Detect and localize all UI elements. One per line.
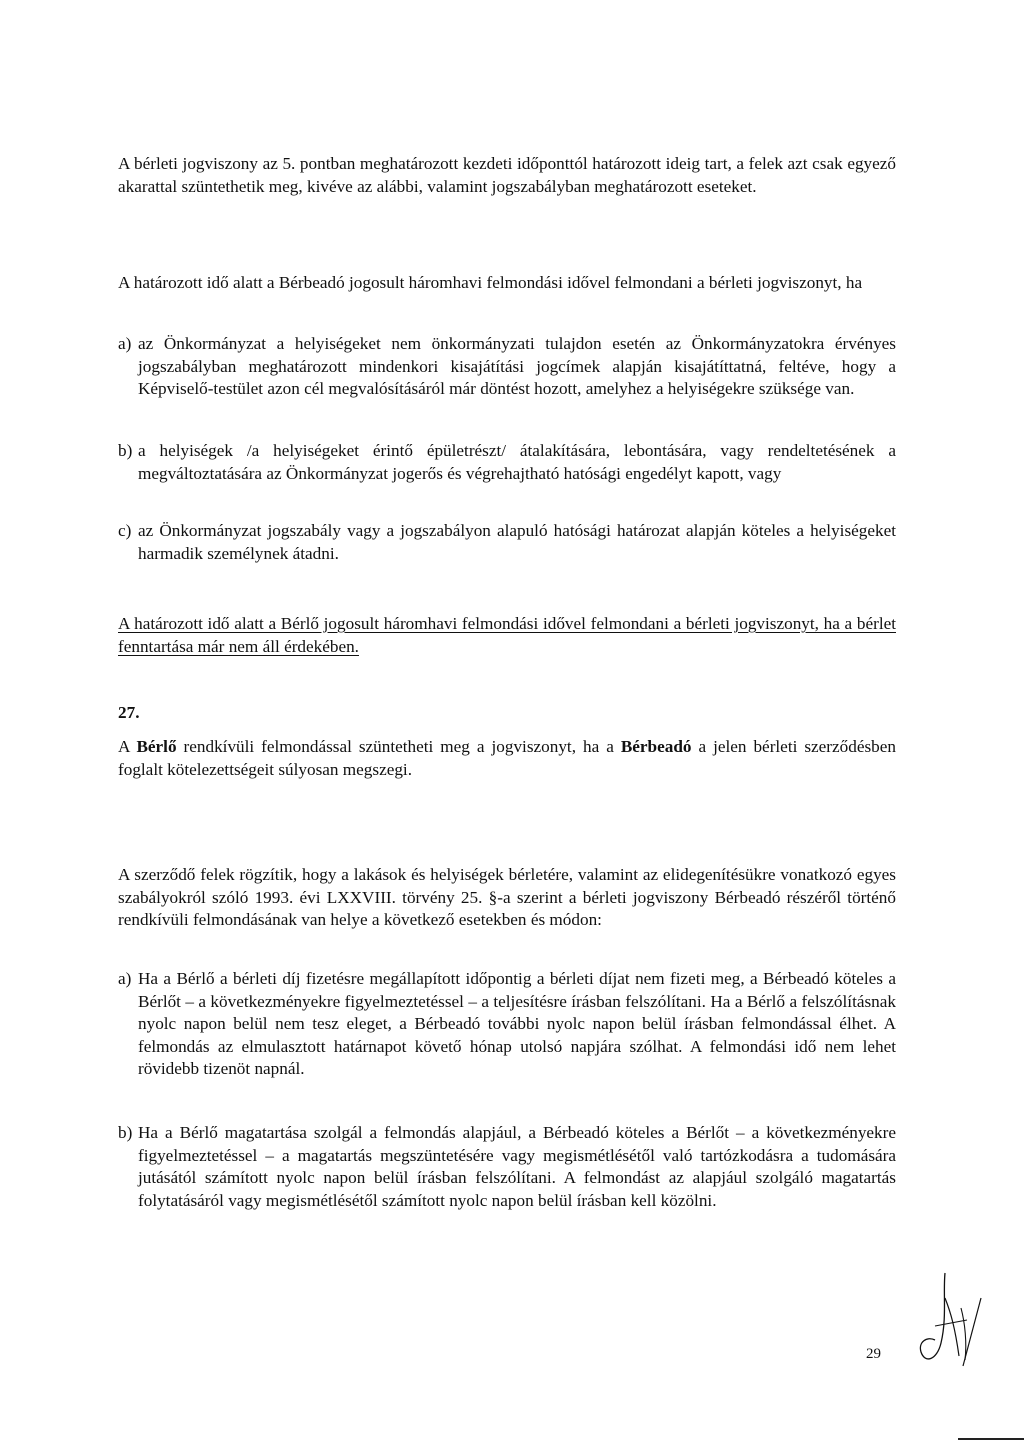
list-item	[118, 1122, 896, 1212]
list-item-text: a helyiségek /a helyiségeket érintő épületrészt/ átalakítására, lebontására, vagy rendeltetésének a megváltoztatására az Önkormányzat jogerős és végrehajtható hatósági engedélyt kapott, vagy	[138, 441, 896, 483]
list-item	[118, 968, 896, 1081]
page-number: 29	[866, 1346, 881, 1362]
list-item-label: b)	[118, 1123, 133, 1142]
list-item-text: az Önkormányzat jogszabály vagy a jogszabályon alapuló hatósági határozat alapján köteles a helyiségeket harmadik személynek átadni.	[138, 521, 896, 563]
paragraph-lessor-termination: A határozott idő alatt a Bérbeadó jogosult háromhavi felmondási idővel felmondani a bérleti jogviszonyt, ha	[118, 273, 863, 292]
bottom-rule	[958, 1438, 1024, 1440]
paragraph-law-reference: A szerződő felek rögzítik, hogy a lakások és helyiségek bérletére, valamint az elidegenítésükre vonatkozó egyes szabályokról szóló 1993. évi LXXVIII. törvény 25. §-a szerint a bérleti jogviszony Bérbeadó részéről történő rendkívüli felmondásának van helye a következő esetekben és módon:	[118, 865, 896, 929]
list-item-text: az Önkormányzat a helyiségeket nem önkormányzati tulajdon esetén az Önkormányzatokra érvényes jogszabályban meghatározott mindenkori kisajátítási jogcímek alapján kisajátíttatná, feltéve, hogy a Képviselő-testület azon cél megvalósításáról már döntést hozott, amelyhez a helyiségekre szüksége van.	[138, 334, 896, 398]
list-item-label: a)	[118, 969, 132, 988]
list-item-text: Ha a Bérlő magatartása szolgál a felmondás alapjául, a Bérbeadó köteles a Bérlőt – a következményekre figyelmeztetéssel – a magatartás megszüntetésére vagy megismétlésétől való tartózkodásra a tudomására jutásától számított nyolc napon belül írásban felszólítani. A felmondást az alapjául szolgáló magatartás folytatásáról vagy megismétlésétől számított nyolc napon belül írásban kell közölni.	[138, 1123, 896, 1210]
list-item	[118, 333, 896, 401]
paragraph-lease-term: A bérleti jogviszony az 5. pontban meghatározott kezdeti időponttól határozott ideig tart, a felek azt csak egyező akarattal szüntethetik meg, kivéve az alábbi, valamint jogszabályban meghatározott eseteket.	[118, 154, 896, 196]
list-item-label: b)	[118, 441, 133, 460]
paragraph-extraordinary-termination: A Bérlő rendkívüli felmondással szüntetheti meg a jogviszonyt, ha a Bérbeadó a jelen bérleti szerződésben foglalt kötelezettségeit súlyosan megszegi.	[118, 737, 896, 779]
section-number: 27.	[118, 703, 140, 722]
list-item	[118, 520, 896, 565]
list-item-label: c)	[118, 521, 132, 540]
paragraph-lessee-termination: A határozott idő alatt a Bérlő jogosult háromhavi felmondási idővel felmondani a bérleti jogviszonyt, ha a bérlet fenntartása már nem áll érdekében.	[118, 614, 896, 656]
list-item-label: a)	[118, 334, 132, 353]
signature-icon	[915, 1268, 985, 1378]
list-item	[118, 440, 896, 485]
list-item-text: Ha a Bérlő a bérleti díj fizetésre megállapított időpontig a bérleti díjat nem fizeti meg, a Bérbeadó köteles a Bérlőt – a következményekre figyelmeztetéssel – a teljesítésre írásban felszólítani. Ha a Bérlő a felszólításnak nyolc napon belül nem tesz eleget, a Bérbeadó további nyolc napon belül írásban felmondással élhet. A felmondás az elmulasztott határnapot követő hónap utolsó napjára szólhat. A felmondási idő nem lehet rövidebb tizenöt napnál.	[138, 969, 896, 1078]
